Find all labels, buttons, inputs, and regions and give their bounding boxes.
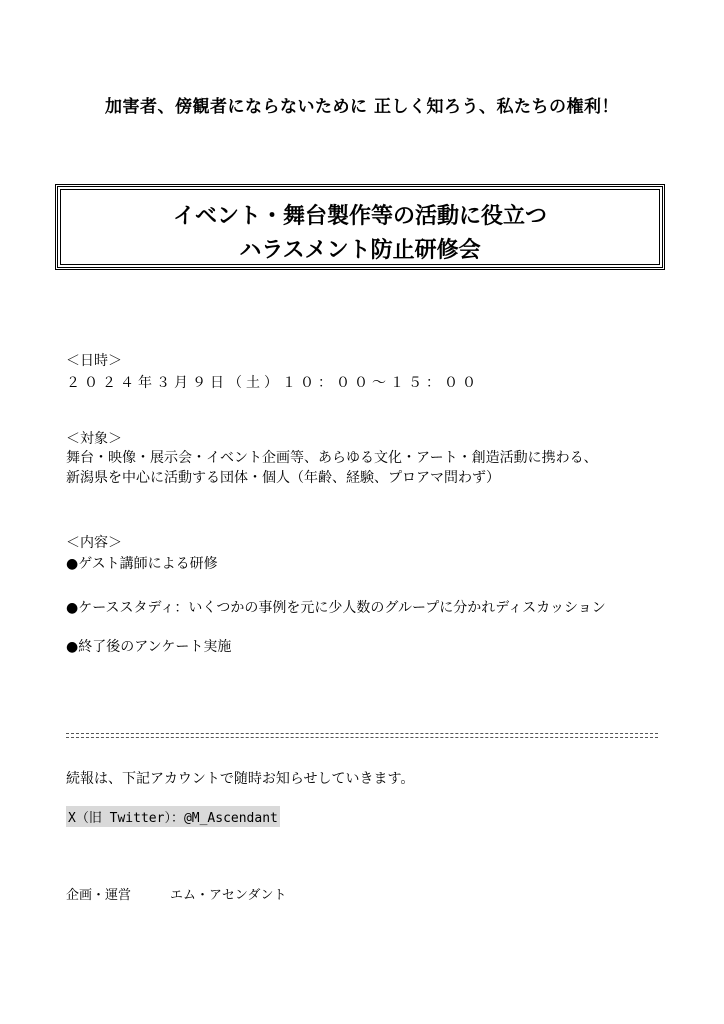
content-item-2: ●ケーススタディ：いくつかの事例を元に少人数のグループに分かれディスカッション [66, 600, 606, 616]
target-line-1: 舞台・映像・展示会・イベント企画等、あらゆる文化・アート・創造活動に携わる、 [66, 450, 598, 466]
target-line-2: 新潟県を中心に活動する団体・個人（年齢、経験、プロアマ問わず） [66, 470, 500, 486]
title-box [55, 184, 665, 270]
organizer-label: 企画・運営 [66, 888, 132, 903]
datetime-heading: ＜日時＞ [66, 353, 122, 369]
datetime-value: ２０２４年３月９日（土）１０：００〜１５：００ [66, 375, 480, 391]
title-line-1: イベント・舞台製作等の活動に役立つ [172, 204, 547, 229]
target-heading: ＜対象＞ [66, 431, 122, 447]
title-line-2: ハラスメント防止研修会 [239, 238, 481, 263]
divider [66, 733, 658, 734]
notice-text: 続報は、下記アカウントで随時お知らせしていきます。 [66, 771, 415, 787]
organizer-name: エム・アセンダント [170, 888, 287, 903]
content-item-1: ●ゲスト講師による研修 [66, 556, 218, 572]
divider-lower [66, 737, 658, 738]
content-heading: ＜内容＞ [66, 535, 122, 551]
tagline: 加害者、傍観者にならないために 正しく知ろう、私たちの権利！ [105, 97, 619, 117]
x-account-link[interactable]: X（旧 Twitter）：@M_Ascendant [66, 806, 280, 827]
content-item-3: ●終了後のアンケート実施 [66, 639, 232, 655]
